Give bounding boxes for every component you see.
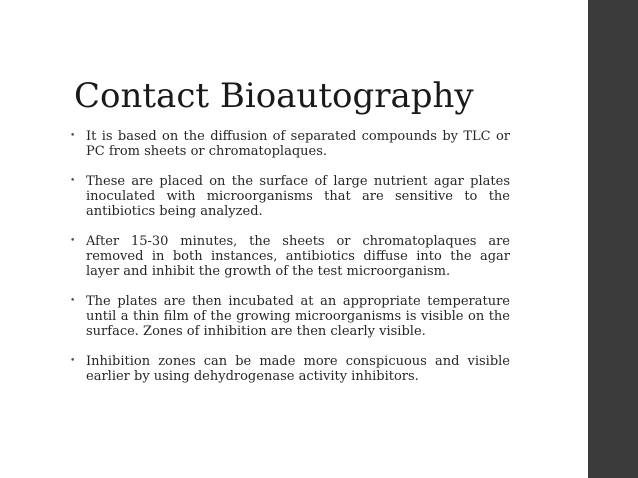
bullet-item — [70, 354, 510, 384]
bullet-text: After 15-30 minutes, the sheets or chromatoplaques are removed in both instances, antibiotics diffuse into the agar layer and inhibit the growth of the test microorganism. — [86, 234, 510, 279]
bullet-text: These are placed on the surface of large nutrient agar plates inoculated with microorganisms that are sensitive to the antibiotics being analyzed. — [86, 174, 510, 219]
bullet-item — [70, 174, 510, 219]
bullet-item — [70, 129, 510, 159]
bullet-item — [70, 294, 510, 339]
bullet-dot-icon: • — [70, 296, 76, 306]
bullet-dot-icon: • — [70, 236, 76, 246]
bullet-dot-icon: • — [70, 356, 76, 366]
bullet-list — [70, 129, 510, 399]
side-accent-bar — [588, 0, 638, 478]
bullet-text: It is based on the diffusion of separated compounds by TLC or PC from sheets or chromatoplaques. — [86, 129, 510, 159]
slide-title: Contact Bioautography — [74, 76, 474, 116]
bullet-text: Inhibition zones can be made more conspicuous and visible earlier by using dehydrogenase activity inhibitors. — [86, 354, 510, 384]
bullet-dot-icon: • — [70, 131, 76, 141]
bullet-dot-icon: • — [70, 176, 76, 186]
bullet-item — [70, 234, 510, 279]
bullet-text: The plates are then incubated at an appropriate temperature until a thin film of the growing microorganisms is visible on the surface. Zones of inhibition are then clearly visible. — [86, 294, 510, 339]
